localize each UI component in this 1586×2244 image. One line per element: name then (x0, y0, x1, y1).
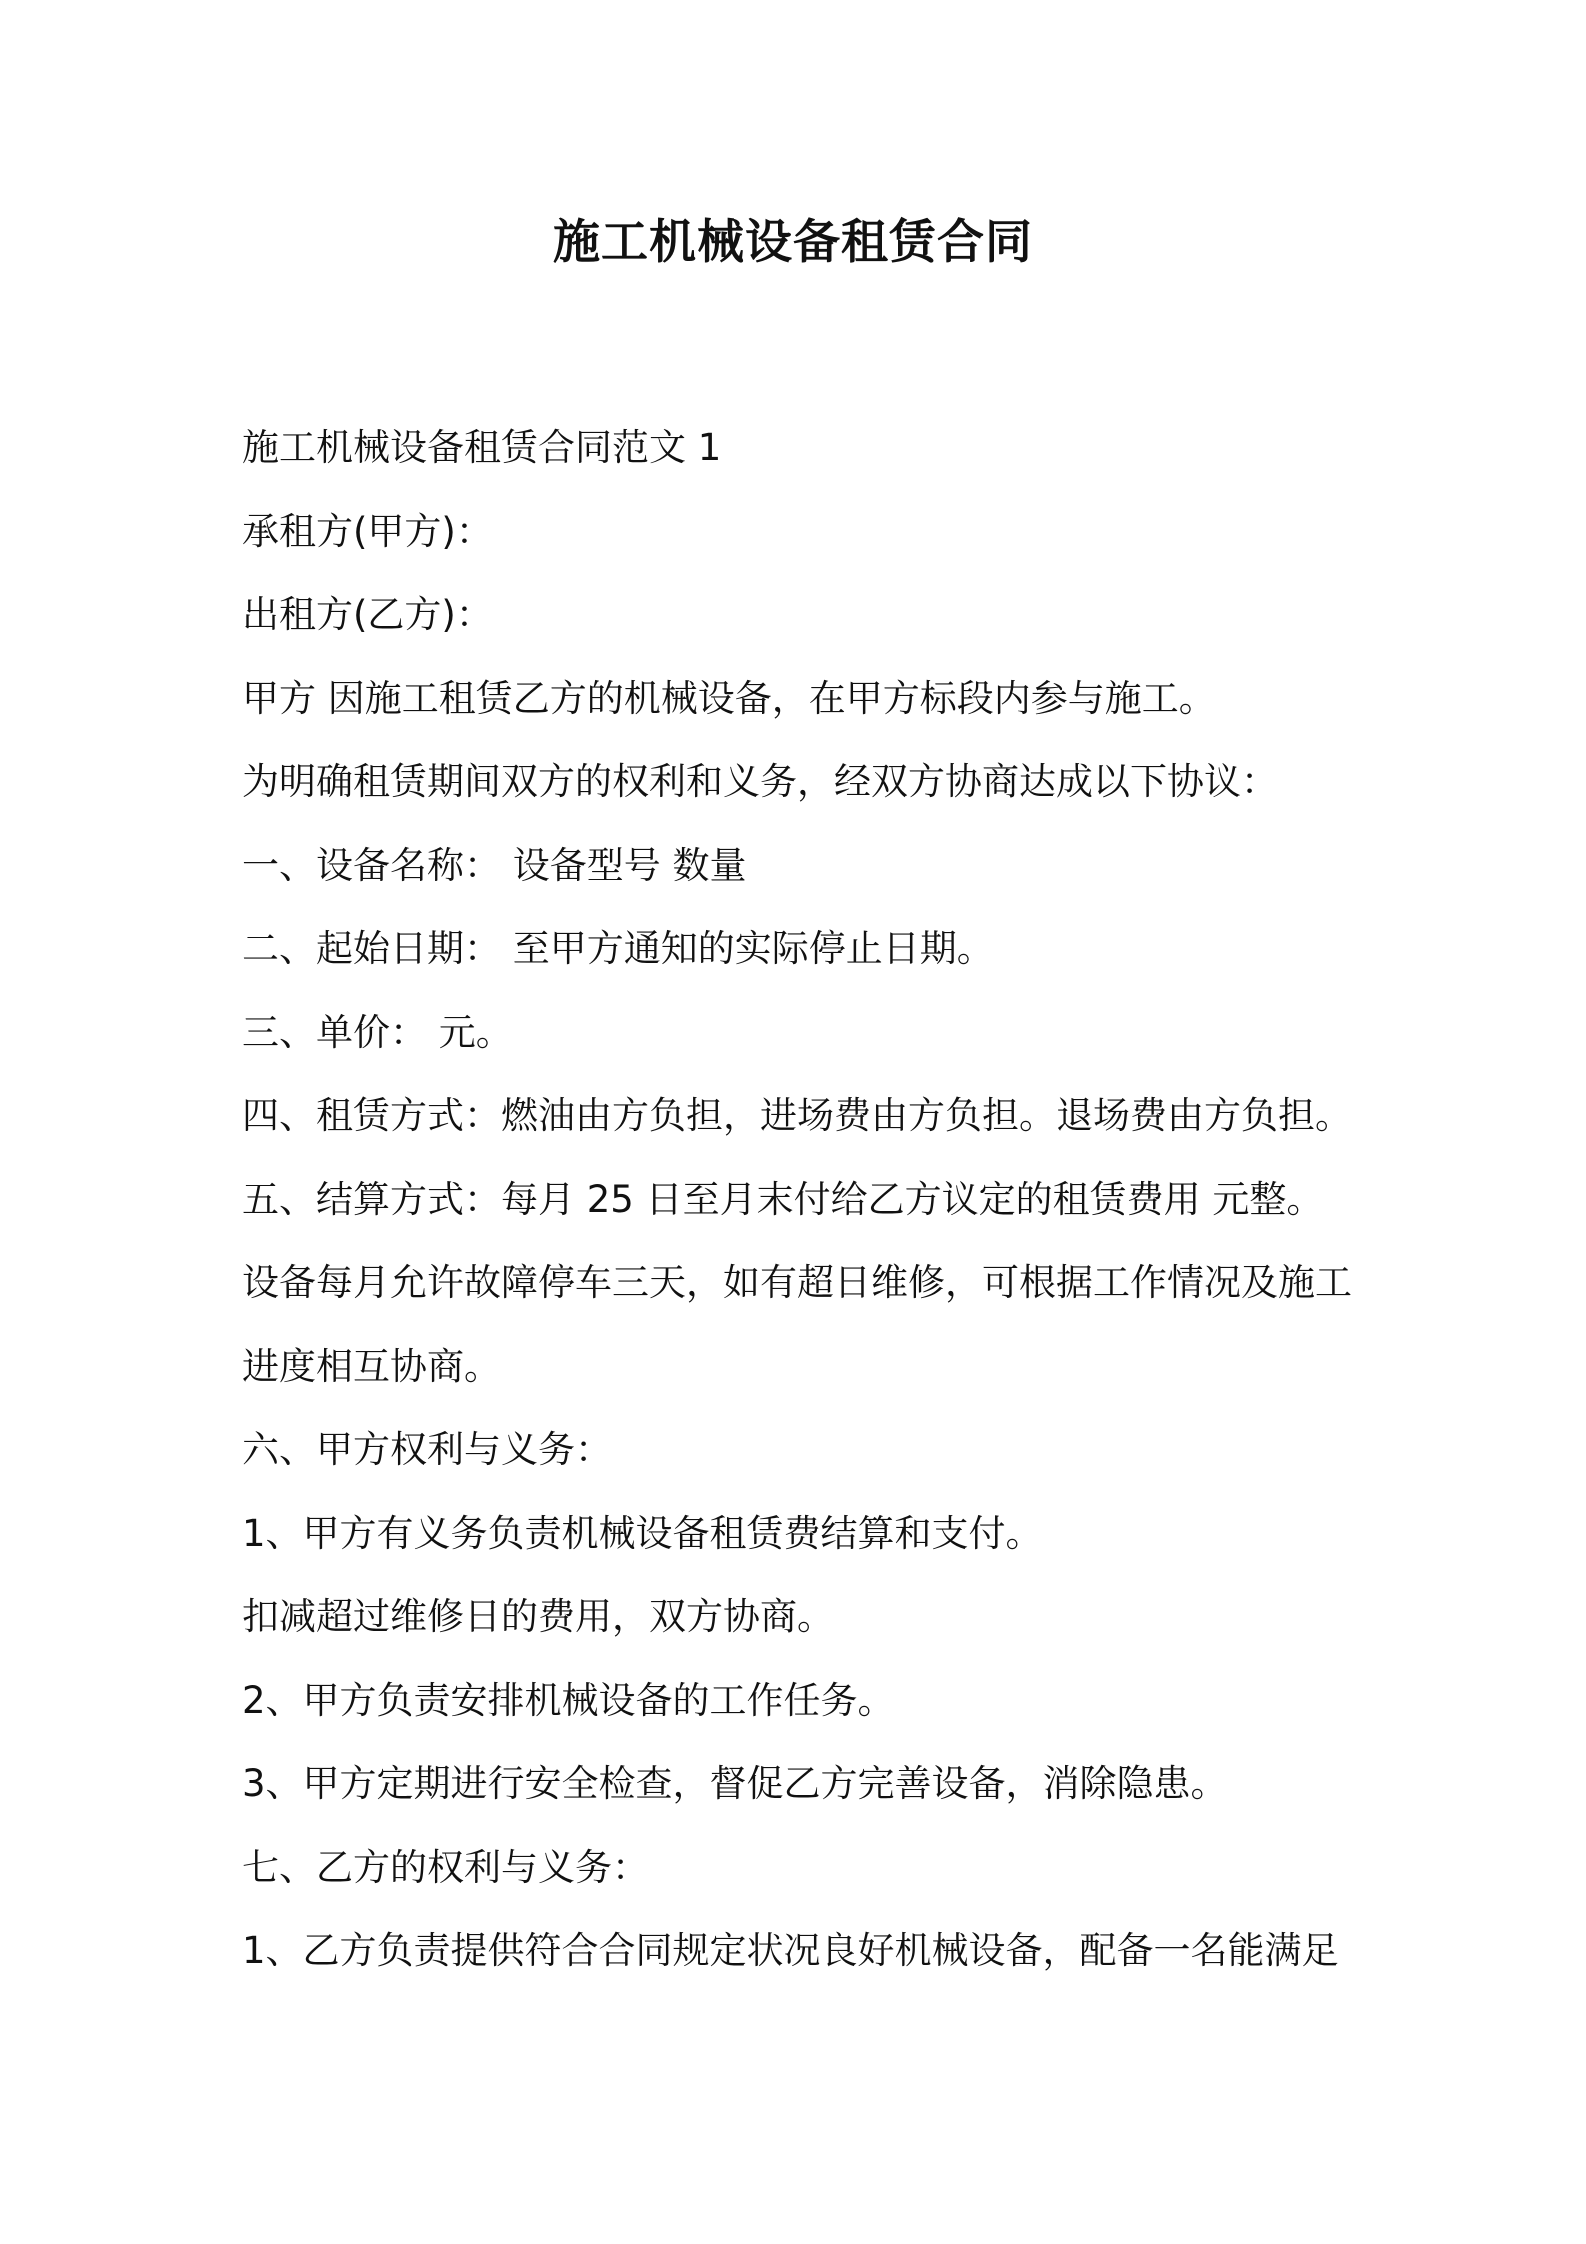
body-line: 出租方(乙方)： (242, 593, 493, 636)
body-line: 为明确租赁期间双方的权利和义务，经双方协商达成以下协议： (242, 760, 1278, 803)
body-line: 甲方 因施工租赁乙方的机械设备，在甲方标段内参与施工。 (242, 676, 1216, 720)
body-line: 进度相互协商。 (242, 1344, 501, 1388)
body-line: 二、起始日期： 至甲方通知的实际停止日期。 (242, 927, 994, 970)
body-line: 承租方(甲方)： (242, 509, 493, 553)
body-line: 施工机械设备租赁合同范文 1 (242, 426, 722, 469)
document-body (242, 406, 1392, 1993)
body-line: 扣减超过维修日的费用，双方协商。 (242, 1595, 834, 1638)
body-line: 3、甲方定期进行安全检查，督促乙方完善设备，消除隐患。 (242, 1762, 1228, 1805)
body-line: 1、乙方负责提供符合合同规定状况良好机械设备，配备一名能满足 (242, 1929, 1339, 1972)
document-title: 施工机械设备租赁合同 (553, 215, 1033, 270)
body-line: 设备每月允许故障停车三天，如有超日维修，可根据工作情况及施工 (242, 1261, 1352, 1304)
body-line: 三、单价： 元。 (242, 1010, 513, 1054)
body-line: 1、甲方有义务负责机械设备租赁费结算和支付。 (242, 1511, 1043, 1555)
body-line: 六、甲方权利与义务： (242, 1428, 612, 1471)
body-line: 五、结算方式：每月 25 日至月末付给乙方议定的租赁费用 元整。 (242, 1177, 1324, 1221)
body-line: 2、甲方负责安排机械设备的工作任务。 (242, 1678, 895, 1722)
body-line: 七、乙方的权利与义务： (242, 1845, 649, 1889)
body-line: 四、租赁方式：燃油由方负担，进场费由方负担。退场费由方负担。 (242, 1094, 1352, 1137)
body-line: 一、设备名称： 设备型号 数量 (242, 843, 747, 887)
